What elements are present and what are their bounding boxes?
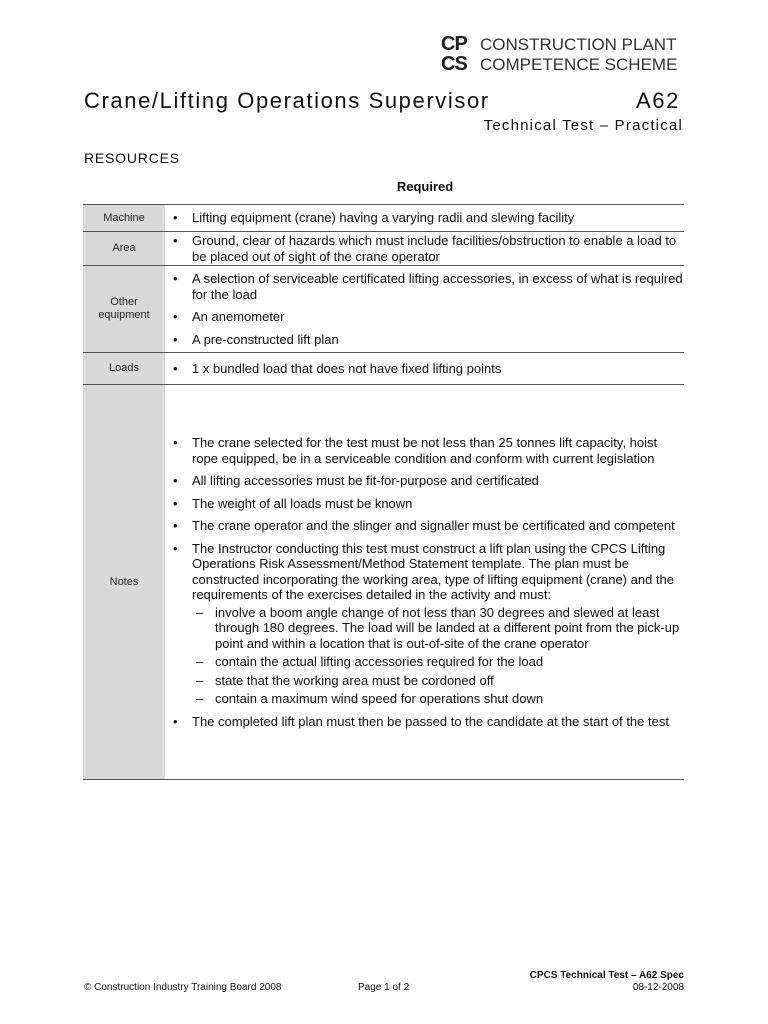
logo-line-1: CONSTRUCTION PLANT: [480, 35, 677, 54]
footer-date: 08-12-2008: [632, 982, 684, 993]
list-item: • A selection of serviceable certificated lifting accessories, in excess of what is required for the load: [173, 271, 684, 302]
list-item: • The weight of all loads must be known: [173, 496, 684, 512]
row-content-loads: [165, 353, 684, 385]
list-item: • An anemometer: [173, 309, 684, 325]
document-code: A62: [636, 88, 680, 113]
list-item: • Ground, clear of hazards which must include facilities/obstruction to enable a load to be placed out of sight of the crane operator: [173, 233, 684, 264]
table-row-notes: [83, 385, 684, 780]
row-label-area: Area: [83, 232, 165, 266]
section-heading: RESOURCES: [84, 150, 180, 166]
logo-cp-mark: CP: [441, 33, 467, 55]
row-label-notes: Notes: [83, 385, 165, 780]
list-item: • Lifting equipment (crane) having a varying radii and slewing facility: [173, 210, 684, 226]
row-content-notes: [165, 385, 684, 780]
list-item-text: The Instructor conducting this test must construct a lift plan using the CPCS Lifting Operations Risk Assessment/Method Statement template. The plan must be constructed incorporating the working area, type of lifting equipment (crane) and the requirements of the exercises detailed in the activity and must:: [192, 540, 674, 602]
cpcs-logo: [441, 34, 691, 76]
list-item: • All lifting accessories must be fit-for-purpose and certificated: [173, 473, 684, 489]
document-subtitle: Technical Test – Practical: [483, 117, 683, 134]
table-row-other-equipment: [83, 266, 684, 353]
table-row-area: [83, 232, 684, 266]
list-item: • The crane selected for the test must be not less than 25 tonnes lift capacity, hoist rope equipped, be in a serviceable condition and conform with current legislation: [173, 435, 684, 466]
logo-cs-mark: CS: [441, 53, 467, 75]
document-title: Crane/Lifting Operations Supervisor: [84, 88, 490, 113]
row-content-other-equipment: [165, 266, 684, 353]
row-content-machine: [165, 205, 684, 232]
sub-list-item: – contain a maximum wind speed for operations shut down: [192, 691, 684, 707]
table-heading: Required: [396, 179, 454, 194]
list-item: • The crane operator and the slinger and signaller must be certificated and competent: [173, 518, 684, 534]
list-item: • The completed lift plan must then be passed to the candidate at the start of the test: [173, 714, 684, 730]
table-row-loads: [83, 353, 684, 385]
row-label-other-equipment: [83, 266, 165, 353]
list-item-with-sublist: [173, 541, 684, 707]
resources-table: [83, 204, 684, 780]
row-label-machine: Machine: [83, 205, 165, 232]
list-item: • 1 x bundled load that does not have fixed lifting points: [173, 361, 684, 377]
footer-copyright: © Construction Industry Training Board 2008: [84, 982, 282, 993]
footer-spec: CPCS Technical Test – A62 Spec: [529, 970, 684, 981]
list-item: • A pre-constructed lift plan: [173, 332, 684, 348]
row-label-loads: Loads: [83, 353, 165, 385]
table-row-machine: [83, 205, 684, 232]
logo-line-2: COMPETENCE SCHEME: [480, 55, 678, 74]
sub-list-item: – contain the actual lifting accessories required for the load: [192, 654, 684, 670]
row-content-area: [165, 232, 684, 266]
row-label-text: Other equipment: [98, 296, 150, 321]
sub-list-item: – involve a boom angle change of not less than 30 degrees and slewed at least through 180 degrees. The load will be landed at a different point from the pick-up point and within a location that is out-of-site of the crane operator: [192, 605, 684, 652]
sub-list-item: – state that the working area must be cordoned off: [192, 673, 684, 689]
footer-page-number: Page 1 of 2: [358, 982, 410, 993]
sub-list: [192, 605, 684, 707]
